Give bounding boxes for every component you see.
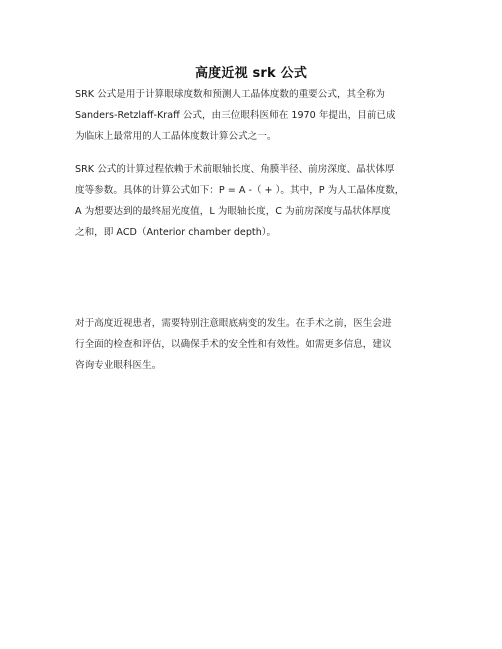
document-title: 高度近视 srk 公式	[194, 66, 308, 81]
paragraph-high-myopia-advice	[75, 313, 435, 376]
paragraph-line: A 为想要达到的最终屈光度值，L 为眼轴长度，C 为前房深度与晶状体厚度	[75, 206, 391, 217]
paragraph-srk-intro	[75, 84, 435, 147]
paragraph-line: 度等参数。具体的计算公式如下：P = A -（ + ）。其中，P 为人工晶体度数，	[75, 185, 405, 196]
paragraph-line: 行全面的检查和评估，以确保手术的安全性和有效性。如需更多信息，建议	[75, 339, 392, 350]
paragraph-line: 咨询专业眼科医生。	[75, 360, 162, 371]
paragraph-line: Sanders-Retzlaff-Kraff 公式，由三位眼科医师在 1970 年提出，目前已成	[75, 110, 396, 121]
paragraph-line: 对于高度近视患者，需要特别注意眼底病变的发生。在手术之前，医生会进	[75, 318, 392, 329]
paragraph-line: 为临床上最常用的人工晶体度数计算公式之一。	[75, 131, 277, 142]
paragraph-line: SRK 公式是用于计算眼球度数和预测人工晶体度数的重要公式，其全称为	[75, 89, 385, 100]
paragraph-srk-calculation	[75, 159, 435, 243]
paragraph-line: SRK 公式的计算过程依赖于术前眼轴长度、角膜半径、前房深度、晶状体厚	[75, 164, 395, 175]
paragraph-line: 之和，即 ACD（Anterior chamber depth）。	[75, 227, 277, 238]
